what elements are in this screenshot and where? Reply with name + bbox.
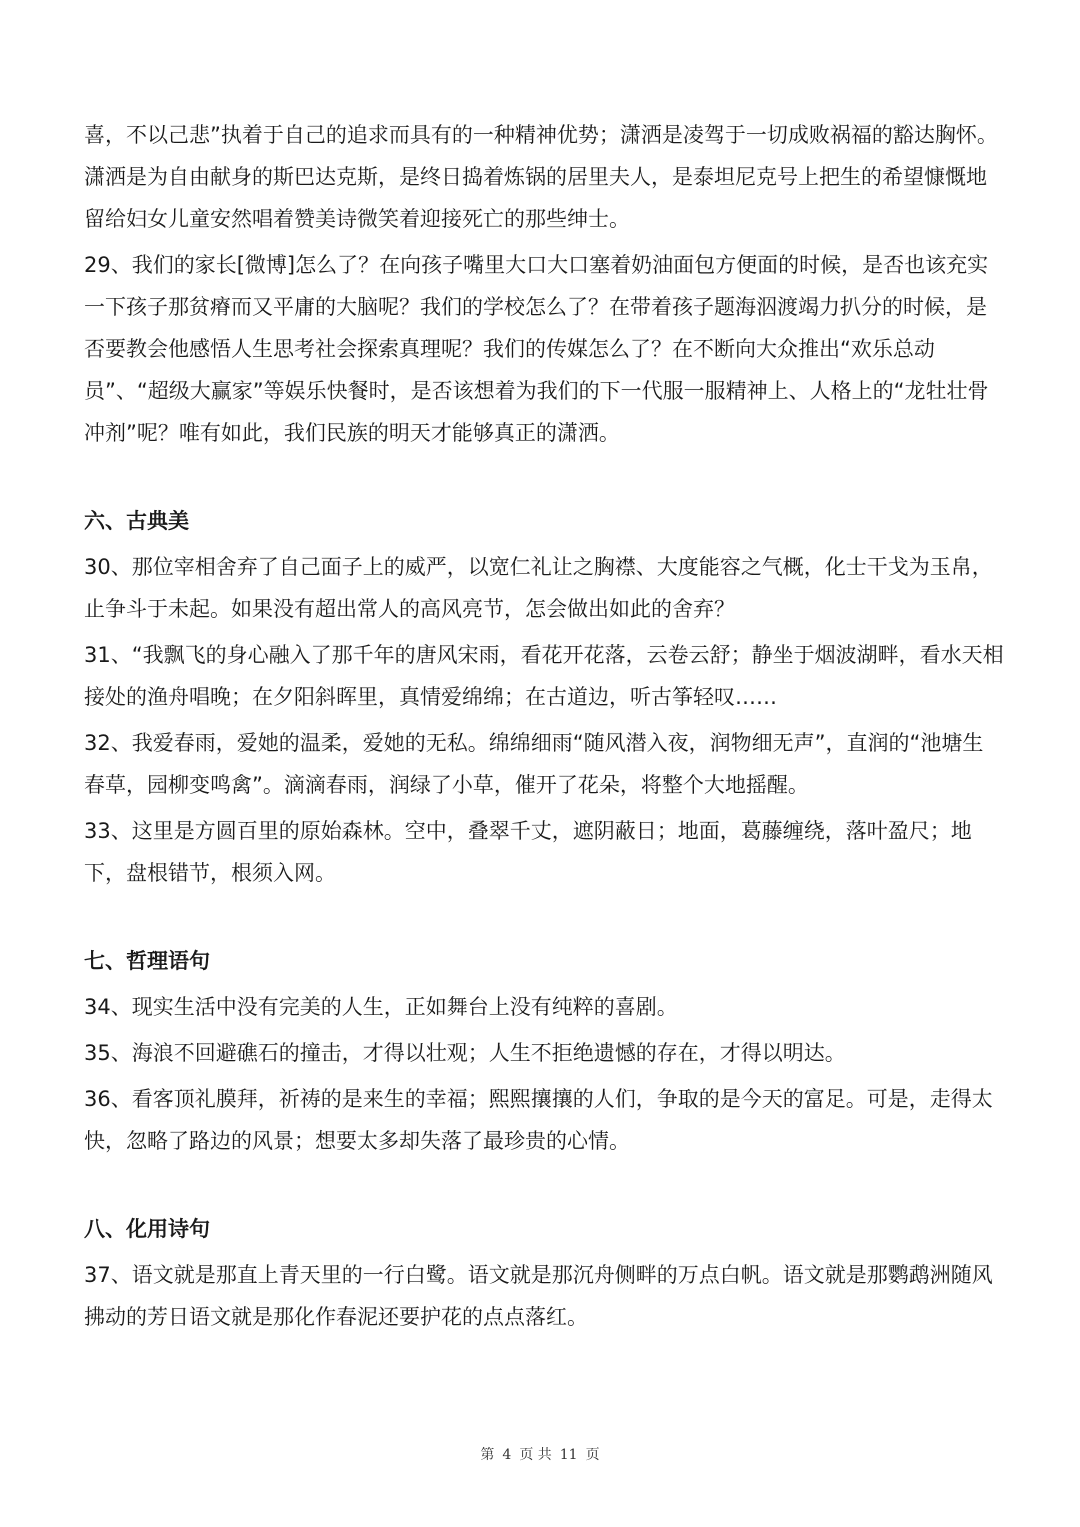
footer-prefix: 第	[480, 1447, 495, 1463]
paragraph-37: 37、语文就是那直上青天里的一行白鹭。语文就是那沉舟侧畔的万点白帆。语文就是那鹦鹉洲随风拂动的芳日语文就是那化作春泥还要护花的点点落红。	[84, 1263, 993, 1329]
page-footer	[0, 1444, 1080, 1464]
paragraph-35: 35、海浪不回避礁石的撞击，才得以壮观；人生不拒绝遗憾的存在，才得以明达。	[84, 1041, 846, 1065]
footer-middle: 页 共	[519, 1447, 552, 1463]
paragraph-31: 31、“我飘飞的身心融入了那千年的唐风宋雨，看花开花落，云卷云舒；静坐于烟波湖畔，看水天相接处的渔舟唱晚；在夕阳斜晖里，真情爱绵绵；在古道边，听古筝轻叹……	[84, 643, 1004, 709]
footer-total-pages: 11	[559, 1447, 578, 1463]
document-body	[84, 114, 1004, 1342]
paragraph-34: 34、现实生活中没有完美的人生，正如舞台上没有纯粹的喜剧。	[84, 995, 678, 1019]
paragraph-32: 32、我爱春雨，爱她的温柔，爱她的无私。绵绵细雨“随风潜入夜，润物细无声”，直润的“池塘生春草，园柳变鸣禽”。滴滴春雨，润绿了小草，催开了花朵，将整个大地摇醒。	[84, 731, 984, 797]
section-heading-6: 六、古典美	[84, 509, 189, 533]
section-heading-8: 八、化用诗句	[84, 1217, 210, 1241]
footer-page-number: 4	[502, 1447, 512, 1463]
paragraph-36: 36、看客顶礼膜拜，祈祷的是来生的幸福；熙熙攘攘的人们，争取的是今天的富足。可是，走得太快，忽略了路边的风景；想要太多却失落了最珍贵的心情。	[84, 1087, 993, 1153]
paragraph-continuation: 喜，不以己悲”执着于自己的追求而具有的一种精神优势；潇洒是凌驾于一切成败祸福的豁达胸怀。潇洒是为自由献身的斯巴达克斯，是终日捣着炼锅的居里夫人，是泰坦尼克号上把生的希望慷慨地留给妇女儿童安然唱着赞美诗微笑着迎接死亡的那些绅士。	[84, 123, 998, 231]
footer-suffix: 页	[585, 1447, 600, 1463]
section-heading-7: 七、哲理语句	[84, 949, 210, 973]
paragraph-30: 30、那位宰相舍弃了自己面子上的威严，以宽仁礼让之胸襟、大度能容之气概，化士干戈为玉帛，止争斗于未起。如果没有超出常人的高风亮节，怎会做出如此的舍弃？	[84, 555, 993, 621]
paragraph-29: 29、我们的家长[微博]怎么了？在向孩子嘴里大口大口塞着奶油面包方便面的时候，是否也该充实一下孩子那贫瘠而又平庸的大脑呢？我们的学校怎么了？在带着孩子题海泅渡竭力扒分的时候，是否要教会他感悟人生思考社会探索真理呢？我们的传媒怎么了？在不断向大众推出“欢乐总动员”、“超级大赢家”等娱乐快餐时，是否该想着为我们的下一代服一服精神上、人格上的“龙牡壮骨冲剂”呢？唯有如此，我们民族的明天才能够真正的潇洒。	[84, 253, 989, 445]
paragraph-33: 33、这里是方圆百里的原始森林。空中，叠翠千丈，遮阴蔽日；地面，葛藤缠绕，落叶盈尺；地下，盘根错节，根须入网。	[84, 819, 972, 885]
